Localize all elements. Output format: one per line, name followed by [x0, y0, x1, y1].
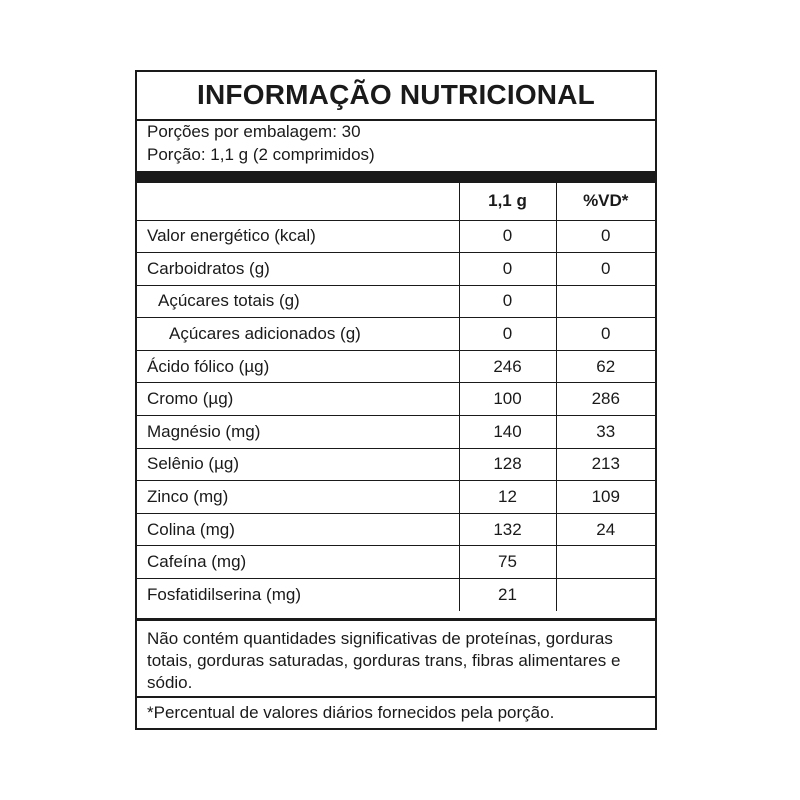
table-row	[137, 220, 655, 253]
table-row	[137, 513, 655, 546]
nutrient-dv	[556, 579, 655, 612]
nutrient-dv: 33	[556, 416, 655, 449]
table-row	[137, 253, 655, 286]
table-row	[137, 318, 655, 351]
nutrient-amount: 0	[459, 318, 556, 351]
nutrient-name: Cromo (µg)	[137, 383, 459, 416]
nutrient-amount: 75	[459, 546, 556, 579]
footnote-dv: *Percentual de valores diários fornecidos pela porção.	[147, 703, 555, 722]
nutrient-table	[137, 183, 655, 611]
table-header-row	[137, 183, 655, 220]
footnote-not-significant: Não contém quantidades significativas de proteínas, gorduras totais, gorduras saturadas, gorduras trans, fibras alimentares e sódio.	[147, 629, 621, 692]
nutrient-dv: 24	[556, 513, 655, 546]
nutrient-name: Fosfatidilserina (mg)	[137, 579, 459, 612]
table-row	[137, 579, 655, 612]
nutrient-dv: 109	[556, 481, 655, 514]
nutrient-amount: 0	[459, 285, 556, 318]
label-title: INFORMAÇÃO NUTRICIONAL	[197, 79, 595, 110]
serving-size: Porção: 1,1 g (2 comprimidos)	[147, 145, 375, 164]
nutrient-name: Cafeína (mg)	[137, 546, 459, 579]
table-row	[137, 383, 655, 416]
nutrient-dv: 213	[556, 448, 655, 481]
thick-divider	[137, 171, 655, 183]
table-row	[137, 448, 655, 481]
nutrient-amount: 0	[459, 220, 556, 253]
header-amount-col: 1,1 g	[459, 183, 556, 220]
table-row	[137, 416, 655, 449]
divider	[137, 696, 655, 698]
nutrient-dv	[556, 546, 655, 579]
nutrient-name: Valor energético (kcal)	[137, 220, 459, 253]
nutrient-name: Açúcares adicionados (g)	[137, 318, 459, 351]
table-row	[137, 546, 655, 579]
nutrient-dv: 62	[556, 350, 655, 383]
footer-divider	[137, 618, 655, 621]
nutrient-dv	[556, 285, 655, 318]
nutrient-amount: 128	[459, 448, 556, 481]
nutrient-name: Açúcares totais (g)	[137, 285, 459, 318]
nutrient-amount: 100	[459, 383, 556, 416]
header-dv-col: %VD*	[556, 183, 655, 220]
table-row	[137, 481, 655, 514]
nutrient-amount: 0	[459, 253, 556, 286]
nutrient-dv: 0	[556, 220, 655, 253]
nutrient-amount: 132	[459, 513, 556, 546]
nutrient-name: Zinco (mg)	[137, 481, 459, 514]
nutrient-amount: 246	[459, 350, 556, 383]
nutrient-name: Ácido fólico (µg)	[137, 350, 459, 383]
nutrient-amount: 12	[459, 481, 556, 514]
nutrition-facts-label	[135, 70, 657, 730]
nutrient-dv: 0	[556, 318, 655, 351]
nutrient-amount: 21	[459, 579, 556, 612]
nutrient-name: Colina (mg)	[137, 513, 459, 546]
header-nutrient-col	[137, 183, 459, 220]
nutrient-amount: 140	[459, 416, 556, 449]
table-row	[137, 350, 655, 383]
nutrient-name: Selênio (µg)	[137, 448, 459, 481]
nutrient-name: Magnésio (mg)	[137, 416, 459, 449]
nutrient-name: Carboidratos (g)	[137, 253, 459, 286]
table-row	[137, 285, 655, 318]
nutrient-dv: 0	[556, 253, 655, 286]
servings-per-package: Porções por embalagem: 30	[147, 122, 361, 141]
nutrient-dv: 286	[556, 383, 655, 416]
